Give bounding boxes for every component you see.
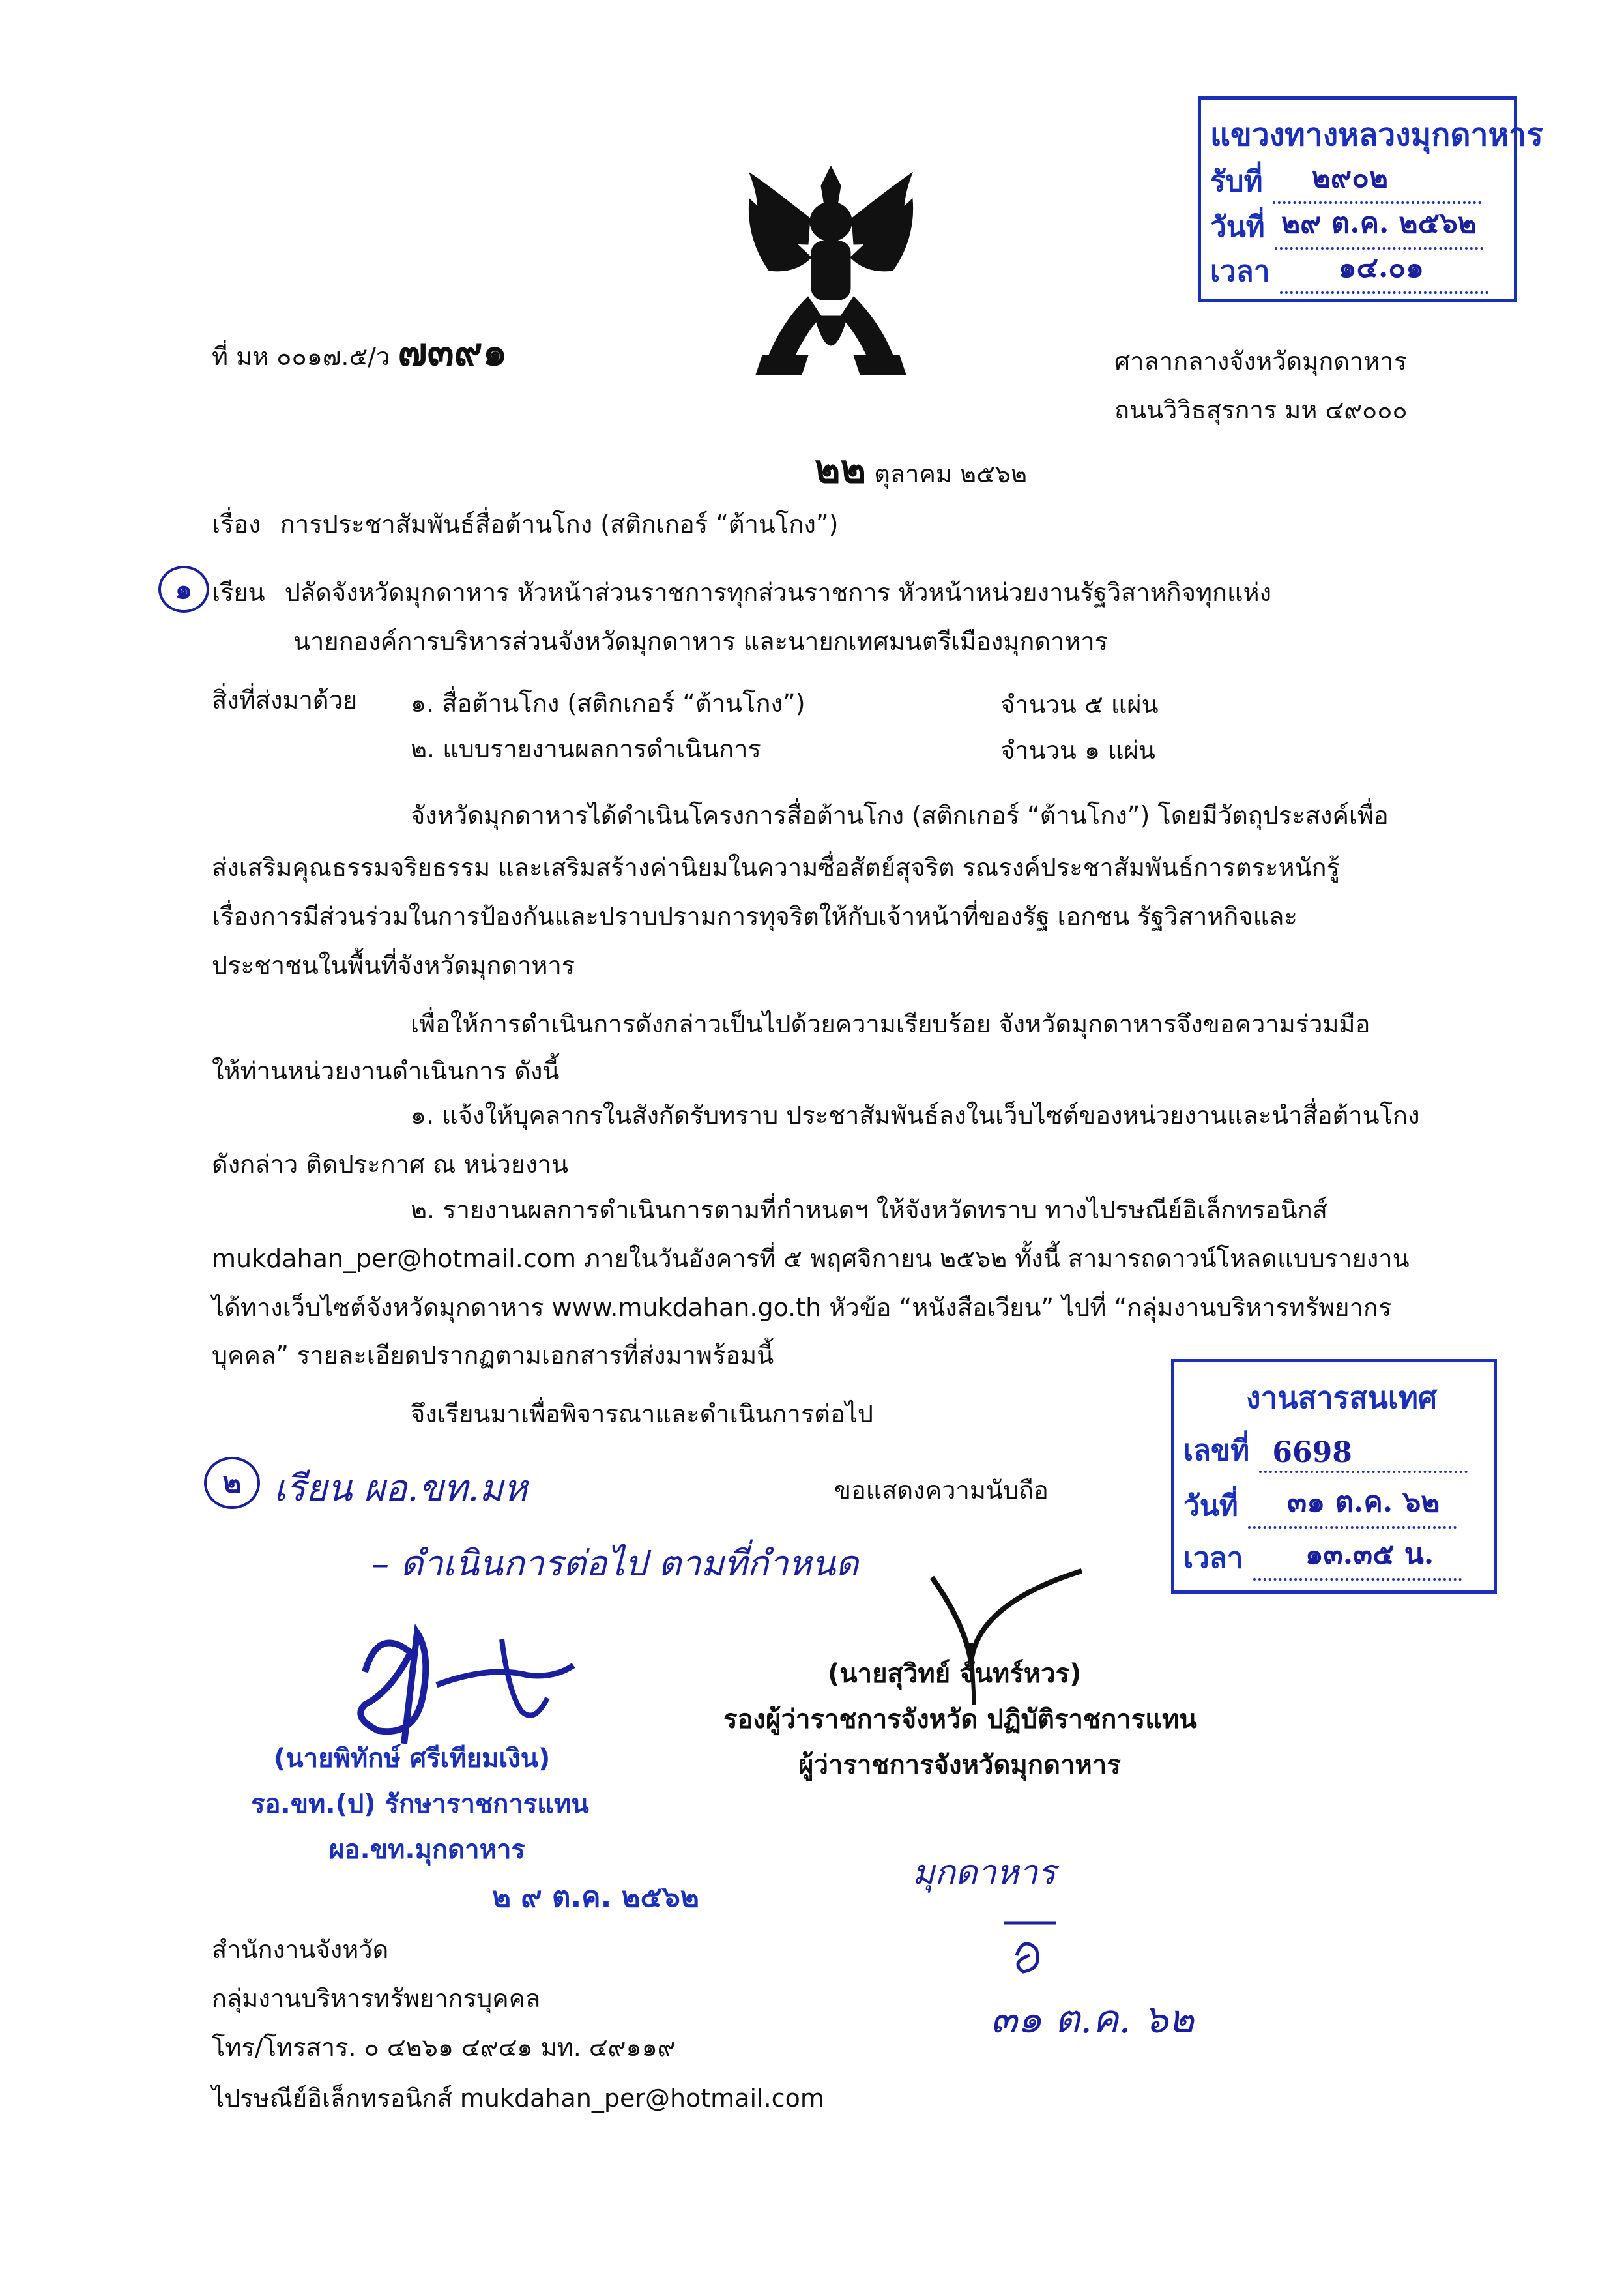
stamp-top-received-row: [1210, 158, 1481, 204]
stamp-bottom-date-value: ๓๑ ต.ค. ๖๒: [1287, 1486, 1440, 1519]
enclosure-item-2: ๒. แบบรายงานผลการดำเนินการ: [411, 735, 761, 763]
stamp-top-time-value: ๑๔.๐๑: [1338, 251, 1425, 284]
subject-label: เรื่อง: [212, 510, 261, 538]
addressee-text-1: ปลัดจังหวัดมุกดาหาร หัวหน้าส่วนราชการทุกส่วนราชการ หัวหน้าหน่วยงานรัฐวิสาหกิจทุกแห่ง: [284, 578, 1272, 607]
enclosures-label: สิ่งที่ส่งมาด้วย: [212, 686, 358, 714]
stamp-top-title: แขวงทางหลวงมุกดาหาร: [1210, 117, 1543, 153]
stamp-top-time-row: [1210, 248, 1488, 294]
received-date-blue: ๒ ๙ ต.ค. ๒๕๖๒: [492, 1881, 699, 1914]
receipt-stamp-top: [1198, 96, 1543, 302]
signer-right-position-2: ผู้ว่าราชการจังหวัดมุกดาหาร: [798, 1750, 1121, 1780]
receipt-stamp-bottom: [1171, 1359, 1497, 1594]
enclosure-qty-1: จำนวน ๕ แผ่น: [1000, 690, 1159, 719]
body-p2-line-2: ให้ท่านหน่วยงานดำเนินการ ดังนี้: [212, 1057, 560, 1085]
closing-line: จึงเรียนมาเพื่อพิจารณาและดำเนินการต่อไป: [411, 1399, 873, 1428]
footer-line-4: ไปรษณีย์อิเล็กทรอนิกส์ mukdahan_per@hotmail.com: [212, 2084, 824, 2113]
body-p1-line-3: เรื่องการมีส่วนร่วมในการป้องกันและปราบปรามการทุจริตให้กับเจ้าหน้าที่ของรัฐ เอกชน รัฐวิสาหกิจและ: [212, 902, 1298, 931]
body-p3-line-1: ๑. แจ้งให้บุคลากรในสังกัดรับทราบ ประชาสัมพันธ์ลงในเว็บไซต์ของหน่วยงานและนำสื่อต้านโกง: [411, 1101, 1420, 1130]
stamp-bottom-no-row: [1183, 1428, 1468, 1473]
footer-line-1: สำนักงานจังหวัด: [212, 1935, 389, 1964]
stamp-bottom-no-label: เลขที่: [1183, 1434, 1250, 1467]
body-p4-line-2: mukdahan_per@hotmail.com ภายในวันอังคารที่ ๕ พฤศจิกายน ๒๕๖๒ ทั้งนี้ สามารถดาวน์โหลดแบบรายงาน: [212, 1244, 1410, 1273]
body-p1-line-1: จังหวัดมุกดาหารได้ดำเนินโครงการสื่อต้านโกง (สติกเกอร์ “ต้านโกง”) โดยมีวัตถุประสงค์เพื่อ: [411, 801, 1389, 830]
addressee-line-2: นายกองค์การบริหารส่วนจังหวัดมุกดาหาร และนายกเทศมนตรีเมืองมุกดาหาร: [293, 627, 1109, 656]
circle-mark-2: ๒: [204, 1457, 260, 1509]
stamp-top-date-value: ๒๙ ต.ค. ๒๕๖๒: [1281, 207, 1477, 240]
reference-handwritten: ๗๓๙๑: [398, 329, 508, 375]
handwritten-note-1: เรียน ผอ.ขท.มห: [274, 1467, 528, 1510]
initials-scribble-icon: [978, 1910, 1082, 1982]
body-p1-line-4: ประชาชนในพื้นที่จังหวัดมุกดาหาร: [212, 951, 575, 980]
addressee-label: เรียน: [212, 578, 265, 607]
stamp-bottom-time-row: [1183, 1535, 1462, 1581]
stamp-bottom-time-value: ๑๓.๓๕ น.: [1305, 1538, 1434, 1571]
reference-number: [212, 329, 508, 375]
enclosure-qty-2: จำนวน ๑ แผ่น: [1000, 736, 1155, 765]
footer-line-3: โทร/โทรสาร. ๐ ๔๒๖๑ ๔๙๔๑ มท. ๔๙๑๑๙: [212, 2033, 676, 2062]
stamp-top-date-row: [1210, 204, 1483, 250]
office-line-2: ถนนวิวิธสุรการ มห ๔๙๐๐๐: [1114, 396, 1408, 424]
regards-line: ขอแสดงความนับถือ: [834, 1476, 1049, 1504]
stamp-top-received-value: ๒๙๐๒: [1311, 161, 1388, 194]
stamp-top-time-label: เวลา: [1210, 255, 1270, 288]
circle-mark-1: ๑: [158, 566, 209, 613]
handwritten-note-2: – ดำเนินการต่อไป ตามที่กำหนด: [371, 1543, 859, 1584]
stamp-bottom-time-label: เวลา: [1183, 1542, 1243, 1575]
stamp-bottom-no-value: 6698: [1272, 1436, 1352, 1469]
footer-line-2: กลุ่มงานบริหารทรัพยากรบุคคล: [212, 1984, 541, 2013]
addressee-line-1: [212, 580, 1271, 605]
body-p4-line-1: ๒. รายงานผลการดำเนินการตามที่กำหนดฯ ให้จังหวัดทราบ ทางไปรษณีย์อิเล็กทรอนิกส์: [411, 1195, 1327, 1224]
stamp-bottom-date-row: [1183, 1483, 1457, 1529]
body-p3-line-2: ดังกล่าว ติดประกาศ ณ หน่วยงาน: [212, 1150, 568, 1179]
stamp-bottom-title: งานสารสนเทศ: [1246, 1380, 1438, 1415]
subject-text: การประชาสัมพันธ์สื่อต้านโกง (สติกเกอร์ “ต้านโกง”): [280, 510, 839, 538]
stamp-bottom-date-label: วันที่: [1183, 1489, 1238, 1523]
handwritten-note-bottom-2: ๓๑ ต.ค. ๖๒: [991, 1997, 1195, 2042]
enclosure-item-1: ๑. สื่อต้านโกง (สติกเกอร์ “ต้านโกง”): [411, 689, 805, 718]
handwritten-note-bottom-1: มุกดาหาร: [912, 1853, 1056, 1892]
garuda-emblem-icon: [743, 160, 919, 381]
signature-left-icon: [339, 1613, 587, 1750]
reference-prefix: ที่ มห ๐๐๑๗.๕/ว: [212, 342, 390, 371]
body-p4-line-4: บุคคล” รายละเอียดปรากฏตามเอกสารที่ส่งมาพร้อมนี้: [212, 1341, 774, 1369]
subject-line: [212, 512, 838, 536]
date-printed: ตุลาคม ๒๕๖๒: [874, 460, 1028, 488]
body-p1-line-2: ส่งเสริมคุณธรรมจริยธรรม และเสริมสร้างค่านิยมในความซื่อสัตย์สุจริต รณรงค์ประชาสัมพันธ์การตระหนักรู้: [212, 853, 1340, 882]
office-line-1: ศาลากลางจังหวัดมุกดาหาร: [1114, 347, 1408, 375]
stamp-top-received-label: รับที่: [1210, 165, 1263, 198]
signer-right-name: (นายสุวิทย์ จันทร์หวร): [828, 1659, 1082, 1689]
document-date: [815, 447, 1028, 492]
stamp-top-date-label: วันที่: [1210, 211, 1265, 244]
body-p2-line-1: เพื่อให้การดำเนินการดังกล่าวเป็นไปด้วยความเรียบร้อย จังหวัดมุกดาหารจึงขอความร่วมมือ: [411, 1010, 1370, 1038]
date-handwritten: ๒๒: [815, 447, 867, 492]
signer-right-position-1: รองผู้ว่าราชการจังหวัด ปฏิบัติราชการแทน: [723, 1705, 1197, 1735]
body-p4-line-3: ได้ทางเว็บไซต์จังหวัดมุกดาหาร www.mukdahan.go.th หัวข้อ “หนังสือเวียน” ไปที่ “กลุ่มงานบริหารทรัพยากร: [212, 1293, 1392, 1322]
signer-left-position-1: รอ.ขท.(ป) รักษาราชการแทน: [251, 1789, 589, 1819]
signer-left-name: (นายพิทักษ์ ศรีเทียมเงิน): [274, 1744, 551, 1774]
signer-left-position-2: ผอ.ขท.มุกดาหาร: [329, 1835, 525, 1865]
